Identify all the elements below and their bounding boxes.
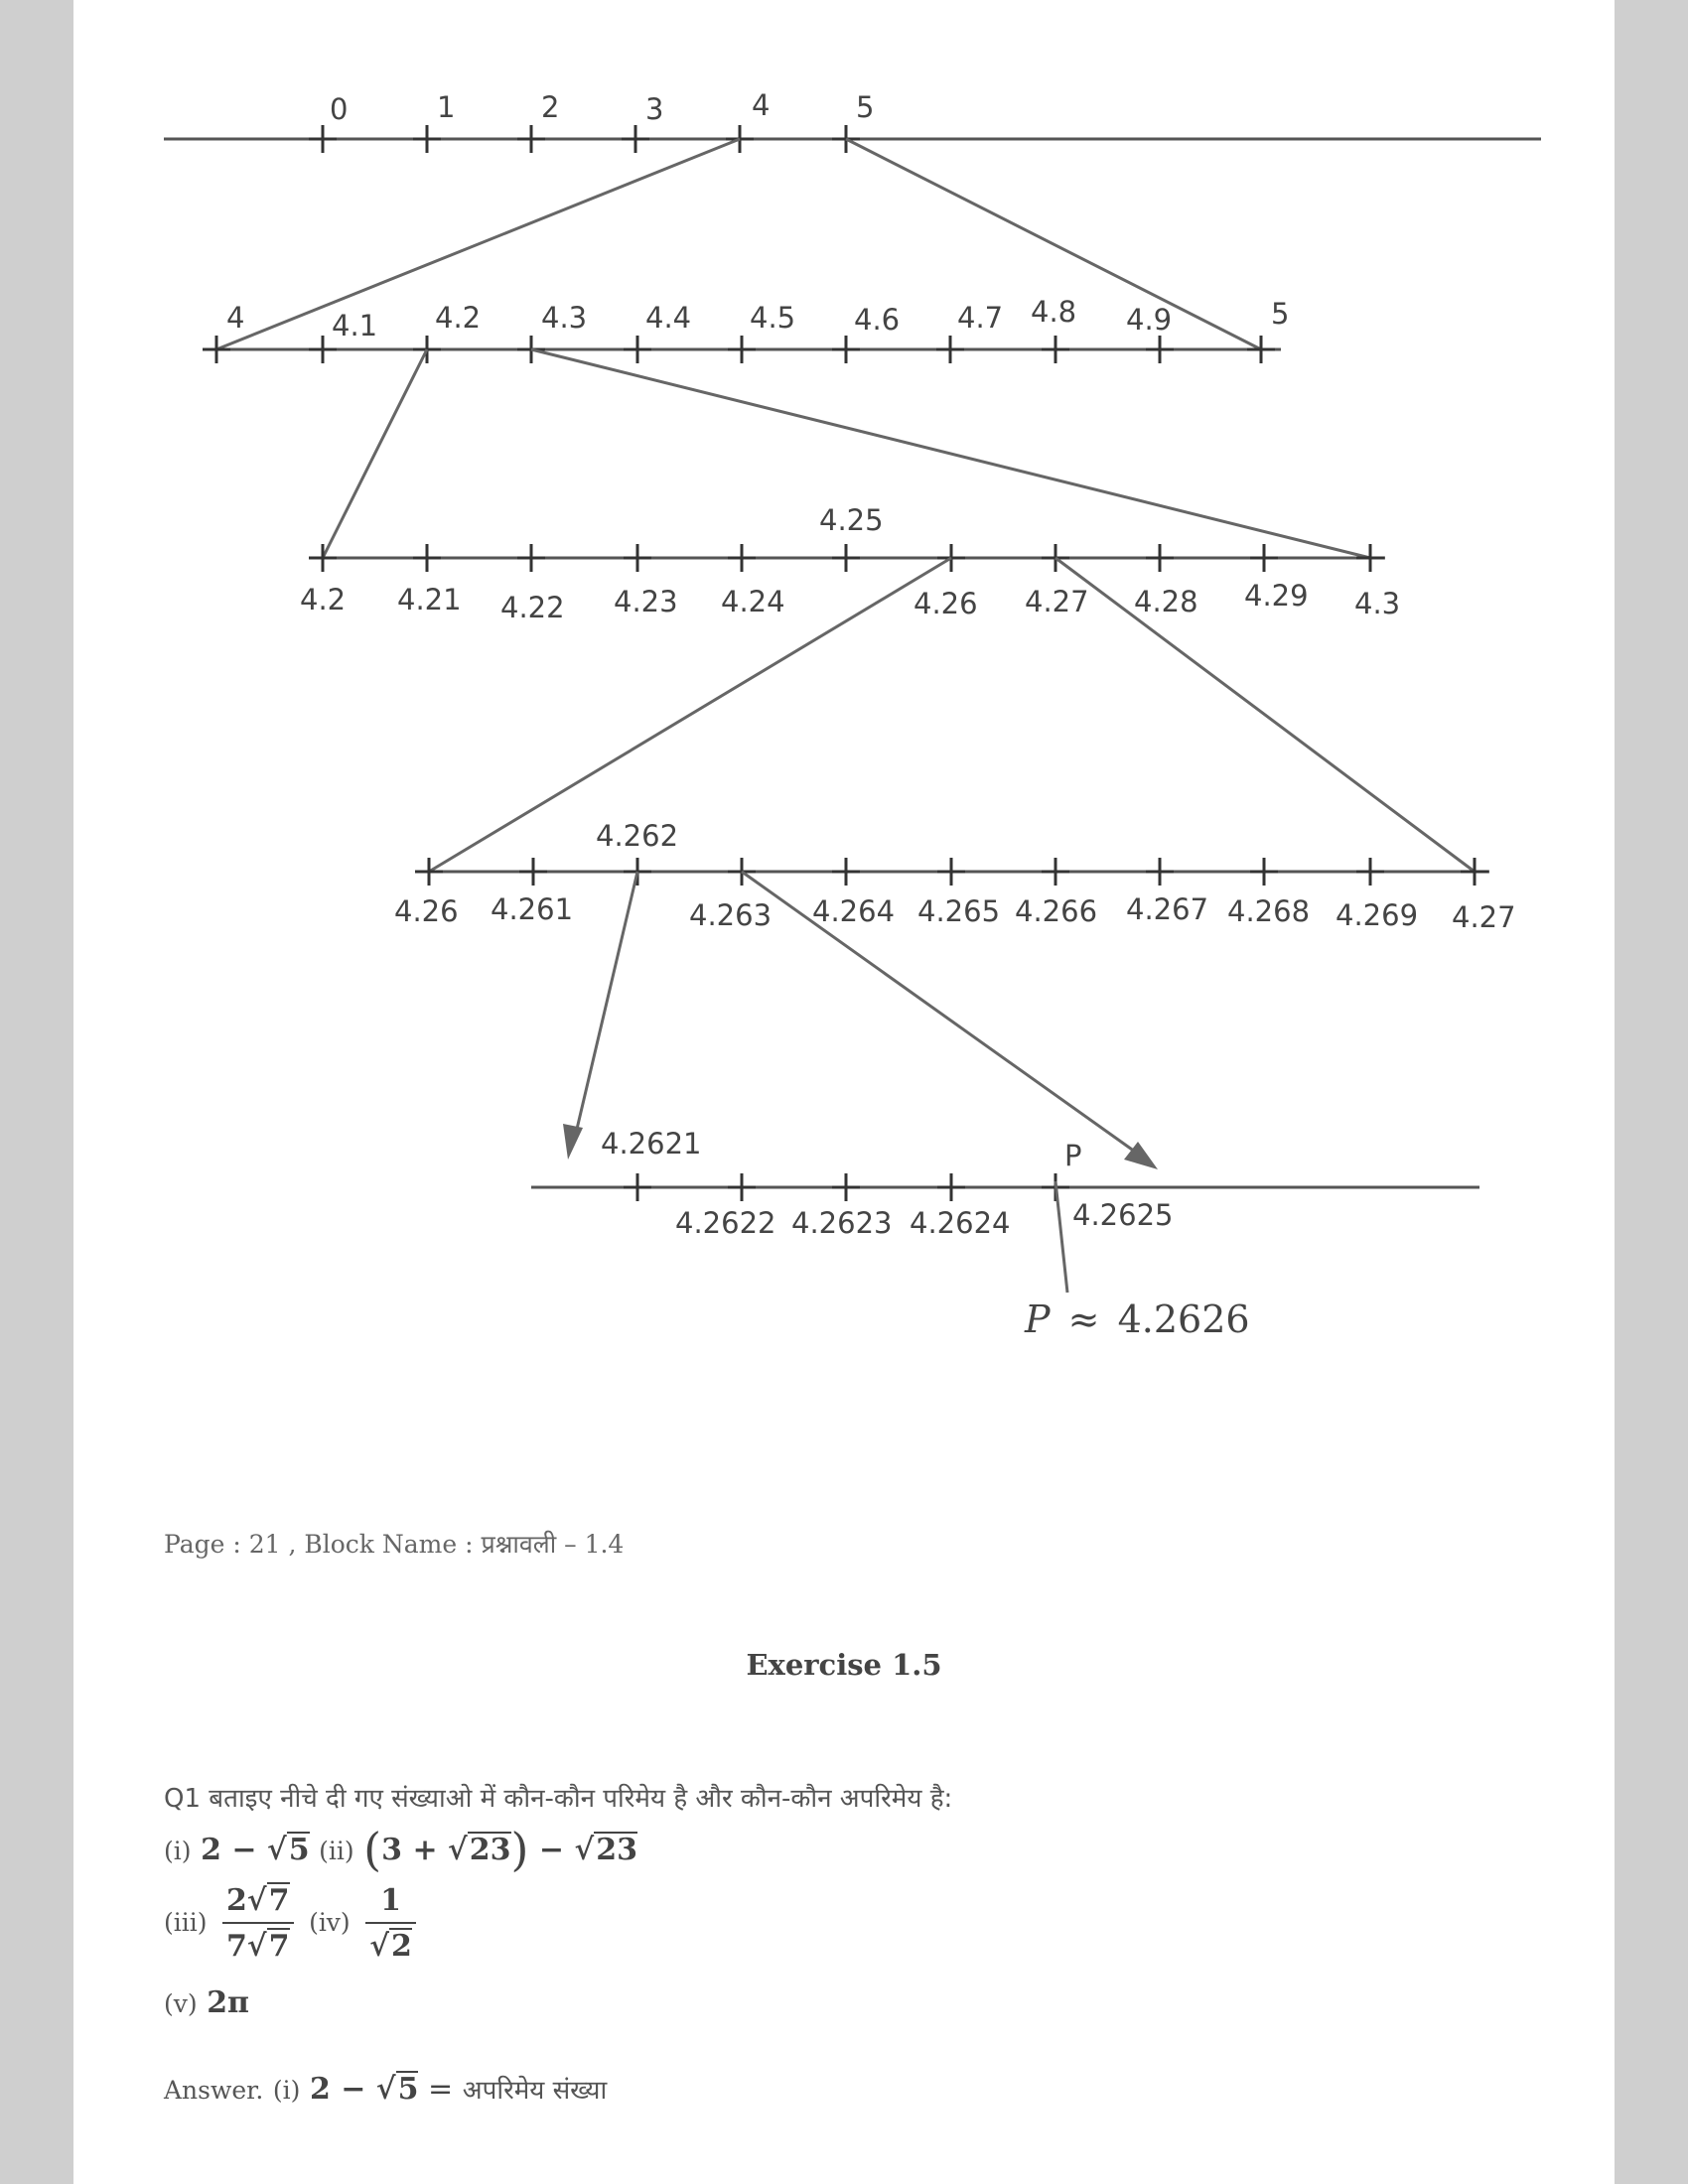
item-iii-label: (iii) [164, 1908, 208, 1937]
row3-label: 4.26 [914, 587, 978, 620]
row3-label: 4.2 [300, 583, 347, 616]
row1-label-5: 5 [856, 90, 875, 124]
answer-item: (i) [272, 2076, 301, 2105]
row4-label: 4.27 [1452, 900, 1516, 934]
zoom-line [323, 349, 427, 558]
question-line-1 [164, 1823, 637, 1876]
item-v-label: (v) [164, 1989, 198, 2018]
item-v-expr: 2π [207, 1985, 250, 2020]
approximation-label: P ≈ 4.2626 [1025, 1297, 1250, 1341]
row4-label: 4.268 [1227, 894, 1311, 928]
question-line-3 [164, 1985, 249, 2020]
arrowhead [563, 1124, 583, 1160]
row2-label: 4.2 [435, 301, 482, 335]
row3-label: 4.24 [721, 585, 785, 618]
question-line-2 [164, 1882, 422, 1964]
item-iv-label: (iv) [309, 1908, 351, 1937]
row3-label: 4.27 [1025, 585, 1089, 618]
item-iv-fraction: $\frac{1}{√2}$ [365, 1883, 416, 1964]
answer-line [164, 2071, 607, 2107]
row2-label: 4.9 [1126, 303, 1173, 337]
row2-label: 4.8 [1031, 295, 1077, 329]
arrow-line [574, 872, 637, 1142]
row1-label-1: 1 [437, 90, 456, 124]
row3-label: 4.29 [1244, 579, 1309, 613]
answer-label: Answer. [164, 2076, 264, 2105]
zoom-line [531, 349, 1370, 558]
item-i-label: (i) [164, 1837, 192, 1865]
row2-label: 4.7 [957, 301, 1004, 335]
row2-label: 5 [1271, 297, 1290, 331]
row3-label: 4.28 [1134, 585, 1198, 618]
pointer-line [1055, 1181, 1067, 1293]
item-ii-label: (ii) [319, 1837, 354, 1865]
item-i-expr: 2 − √5 [201, 1833, 310, 1867]
item-iii-fraction: $\frac{2√7}{7√7}$ [222, 1882, 293, 1964]
row5-label: 4.2621 [601, 1127, 702, 1160]
row3-label: 4.3 [1354, 587, 1401, 620]
row2-label: 4.1 [332, 309, 378, 342]
row4-label: 4.264 [812, 894, 896, 928]
row4-label: 4.269 [1336, 898, 1419, 932]
row5-label: 4.2625 [1072, 1198, 1174, 1232]
row1-label-0: 0 [330, 92, 349, 126]
row1-label-4: 4 [752, 88, 771, 122]
item-ii-expr: (3 + √23) − √23 [363, 1823, 637, 1876]
row3-label: 4.21 [397, 583, 462, 616]
row5-label: 4.2623 [791, 1206, 893, 1240]
row2-label: 4 [226, 301, 245, 335]
row4-label: 4.267 [1126, 892, 1209, 926]
row2-label: 4.6 [854, 303, 901, 337]
row2-label: 4.3 [541, 301, 588, 335]
page-block-note: Page : 21 , Block Name : प्रश्नावली – 1.4 [164, 1530, 625, 1559]
row5-label: 4.2622 [675, 1206, 776, 1240]
row3-label: 4.23 [614, 585, 678, 618]
row4-label: 4.262 [596, 819, 679, 853]
row4-label: 4.26 [394, 894, 459, 928]
answer-expr: 2 − √5 [309, 2072, 419, 2107]
exercise-title: Exercise 1.5 [746, 1648, 942, 1682]
row2-label: 4.5 [750, 301, 796, 335]
row5-label: 4.2624 [910, 1206, 1011, 1240]
row4-label: 4.261 [491, 892, 574, 926]
answer-eq: = [428, 2072, 454, 2107]
answer-result: अपरिमेय संख्या [462, 2076, 608, 2106]
row3-label: 4.22 [500, 591, 565, 624]
row1-label-3: 3 [645, 92, 664, 126]
row2-label: 4.4 [645, 301, 692, 335]
row4-label: 4.266 [1015, 894, 1098, 928]
row1-label-2: 2 [541, 90, 560, 124]
row3-label: 4.25 [819, 503, 884, 537]
point-p-label: P [1064, 1139, 1082, 1172]
row4-label: 4.265 [917, 894, 1001, 928]
question-text: Q1 बताइए नीचे दी गए संख्याओ में कौन-कौन परिमेय है और कौन-कौन अपरिमेय है: [164, 1784, 953, 1814]
row4-label: 4.263 [689, 898, 773, 932]
